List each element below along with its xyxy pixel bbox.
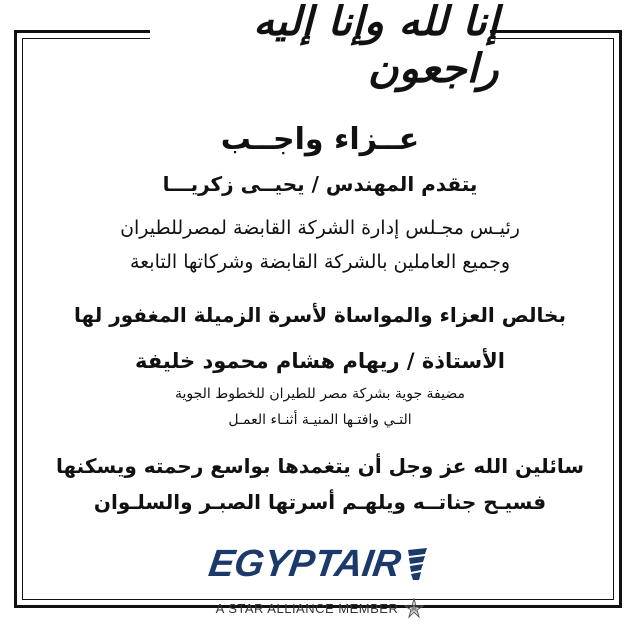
quran-calligraphy: إنا لله وإنا إليه راجعون (253, 0, 499, 92)
prayer-line: سائلين الله عز وجل أن يتغمدها بواسع رحمته ويسكنها (55, 454, 585, 478)
deceased-name: الأستاذة / ريهام هشام محمود خليفة (135, 349, 505, 373)
star-alliance-line (190, 598, 450, 618)
body-line: رئيـس مجـلس إدارة الشركة القابضة لمصرللطيران (120, 217, 520, 239)
presenter-line: يتقدم المهندس / يحيــى زكريـــا (162, 172, 478, 196)
star-alliance-icon (404, 598, 424, 618)
egyptair-logo (205, 542, 435, 586)
alliance-text: A STAR ALLIANCE MEMBER (215, 600, 399, 616)
prayer-line: فسيـح جناتــه ويلهـم أسرتها الصبـر والسلـوان (93, 490, 547, 514)
logo-text: EGYPTAIR (206, 542, 404, 585)
body-line: وجميع العاملين بالشركة القابضة وشركاتها التابعة (129, 251, 511, 273)
deceased-detail: التـي وافتـها المنيـة أثنـاء العمـل (228, 412, 412, 428)
condolence-line: بخالص العزاء والمواساة لأسرة الزميلة المغفور لها (74, 303, 566, 327)
notice-heading: عــزاء واجــب (220, 122, 420, 157)
horus-falcon-icon (405, 546, 431, 582)
deceased-detail: مضيفة جوية بشركة مصر للطيران للخطوط الجوية (174, 386, 466, 402)
